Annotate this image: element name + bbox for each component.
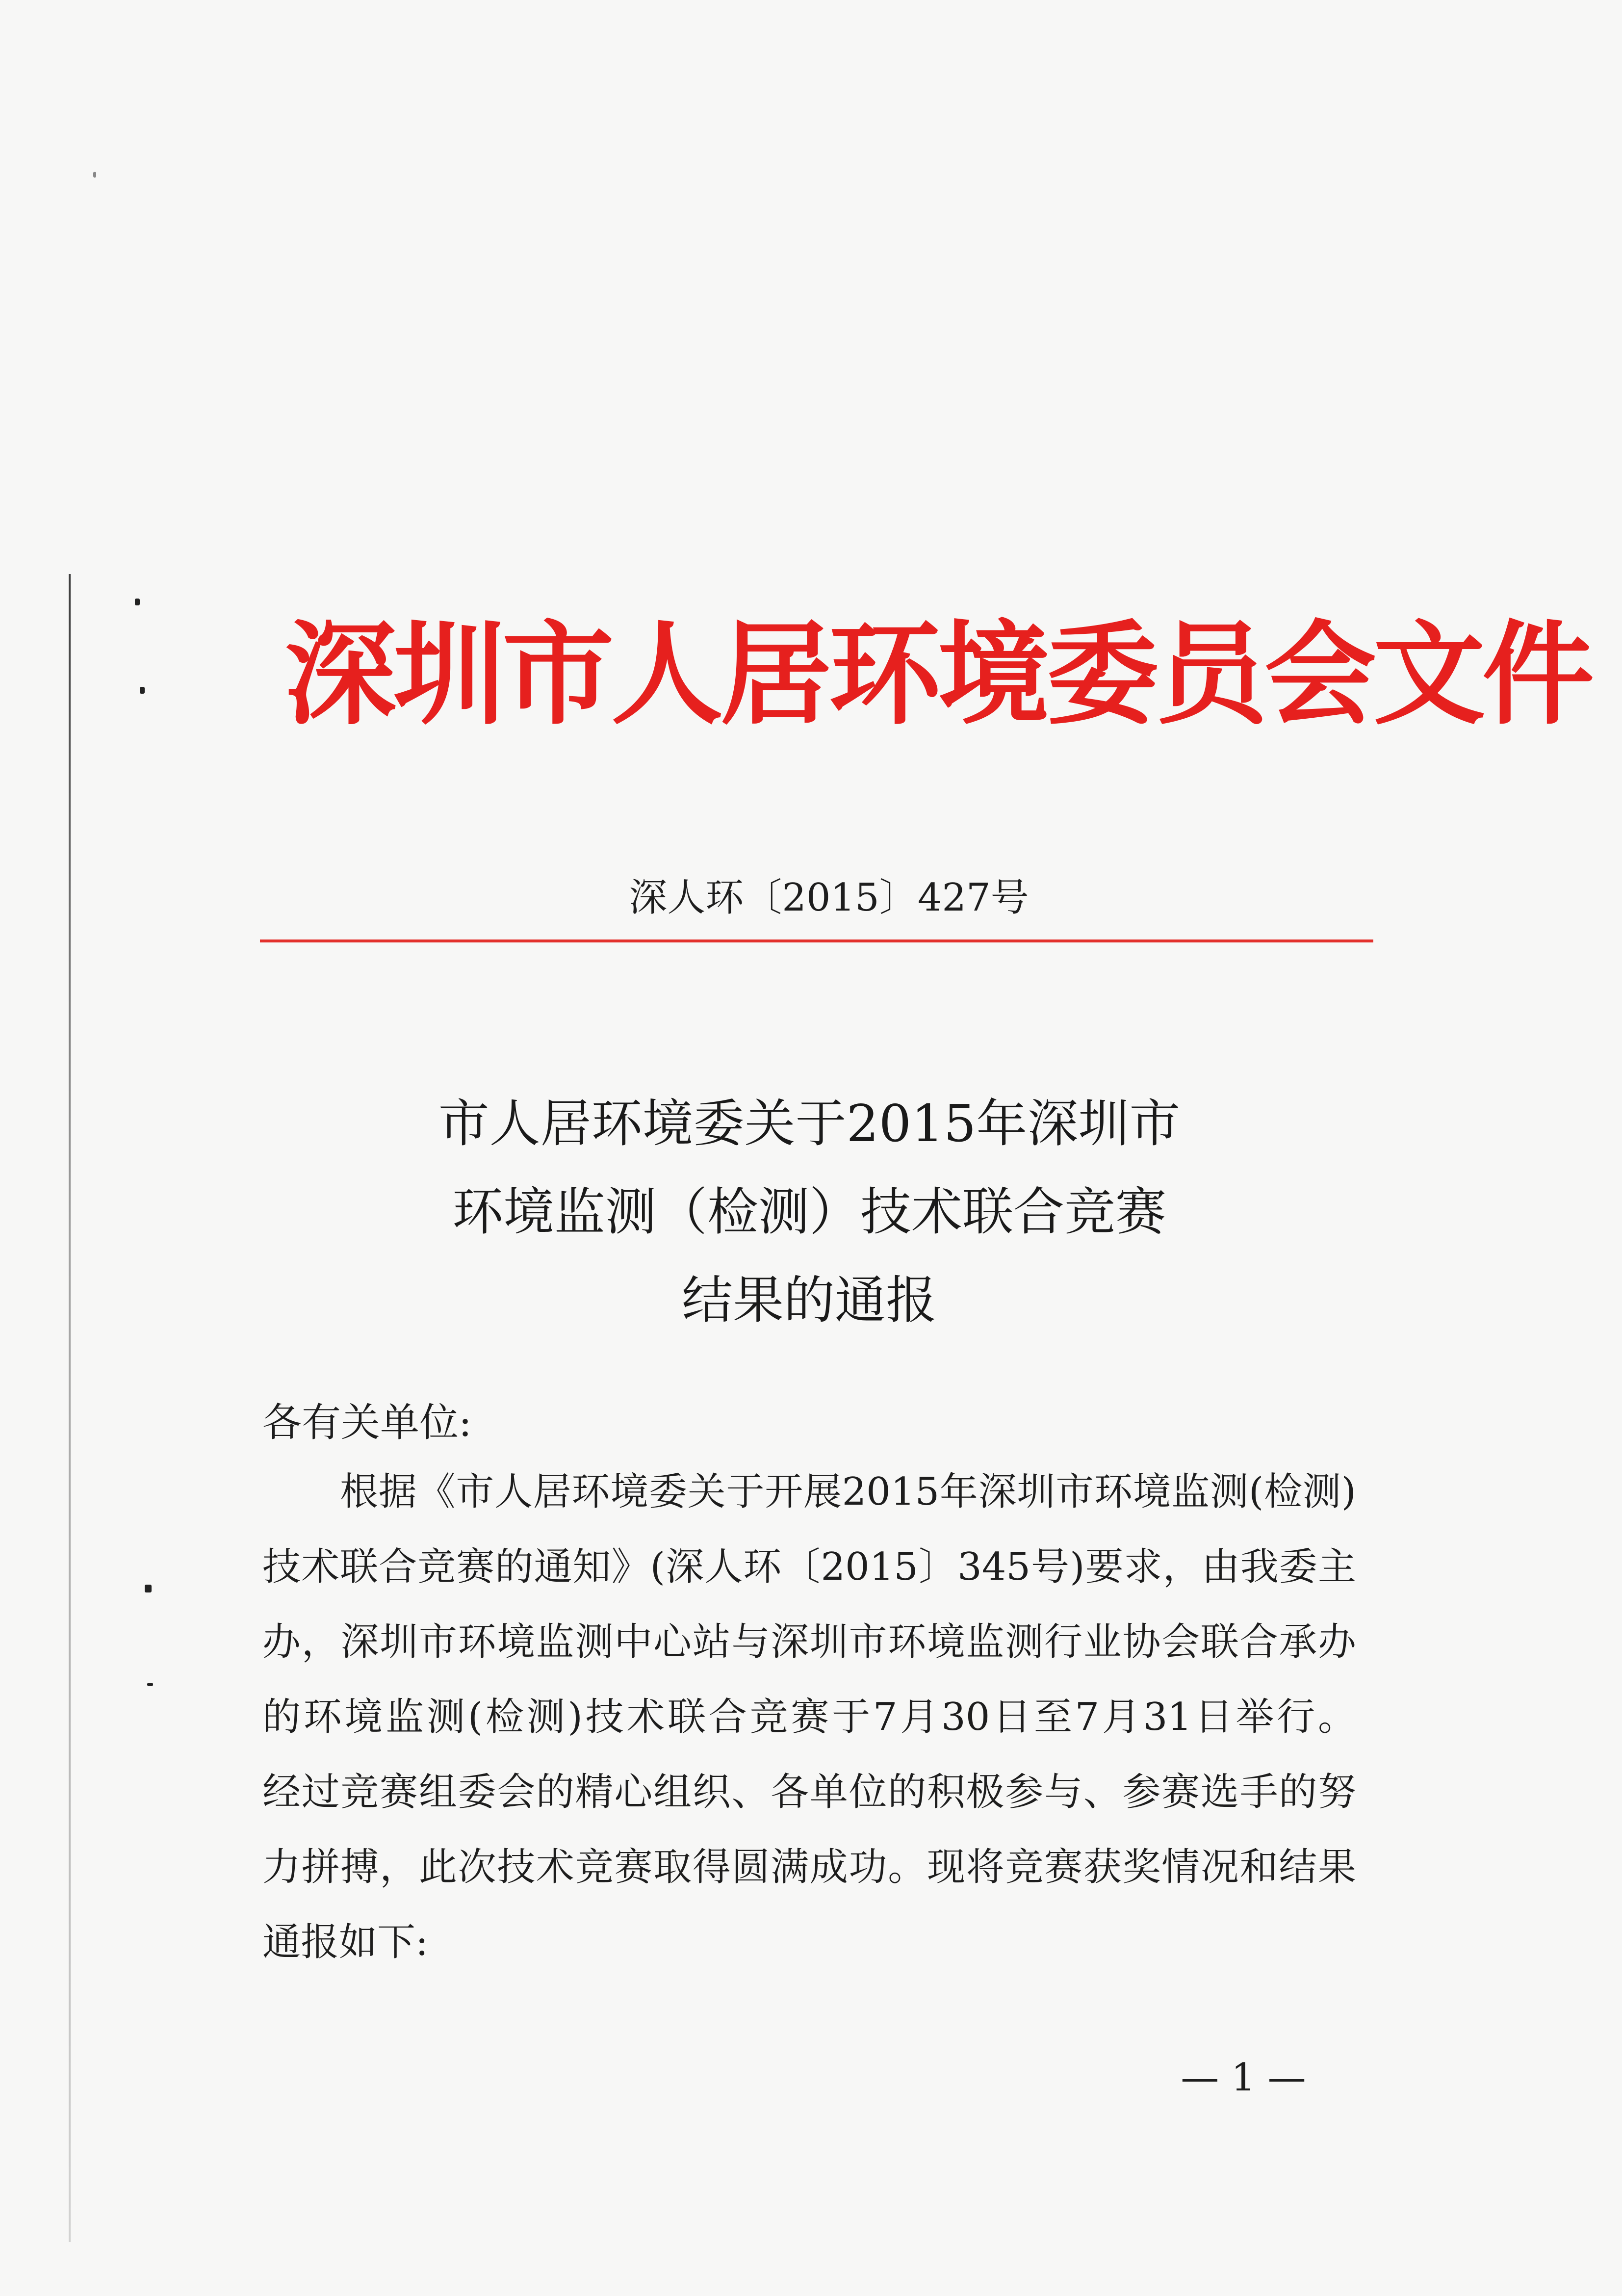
document-number: 深人环〔2015〕427号	[629, 876, 1029, 920]
scan-edge-shadow	[69, 574, 71, 2242]
body-line: 的环境监测(检测)技术联合竞赛于7月30日至7月31日举行。	[262, 1695, 1356, 1739]
document-title	[343, 1079, 1275, 1344]
body-line: 经过竞赛组委会的精心组织、各单位的积极参与、参赛选手的努	[262, 1770, 1356, 1814]
scan-speck	[145, 1585, 152, 1592]
title-line: 环境监测（检测）技术联合竞赛	[452, 1182, 1166, 1242]
salutation: 各有关单位:	[262, 1400, 472, 1445]
body-line: 根据《市人居环境委关于开展2015年深圳市环境监测(检测)	[340, 1470, 1356, 1514]
title-line: 结果的通报	[681, 1270, 937, 1330]
scan-speck	[135, 599, 140, 605]
scan-speck	[140, 687, 145, 694]
body-line: 办，深圳市环境监测中心站与深圳市环境监测行业协会联合承办	[262, 1620, 1356, 1664]
body-line: 技术联合竞赛的通知》(深人环〔2015〕345号)要求，由我委主	[262, 1545, 1356, 1589]
body-paragraph	[262, 1455, 1356, 1980]
body-line: 力拼搏，此次技术竞赛取得圆满成功。现将竞赛获奖情况和结果	[262, 1845, 1356, 1889]
scan-speck	[93, 172, 96, 178]
scan-speck	[147, 1683, 153, 1686]
issuer-masthead: 深圳市人居环境委员会文件	[284, 609, 1591, 740]
page-number: — 1 —	[1181, 2056, 1306, 2100]
red-separator-rule	[260, 939, 1373, 942]
title-line: 市人居环境委关于2015年深圳市	[438, 1094, 1181, 1153]
body-line: 通报如下:	[262, 1920, 429, 1964]
